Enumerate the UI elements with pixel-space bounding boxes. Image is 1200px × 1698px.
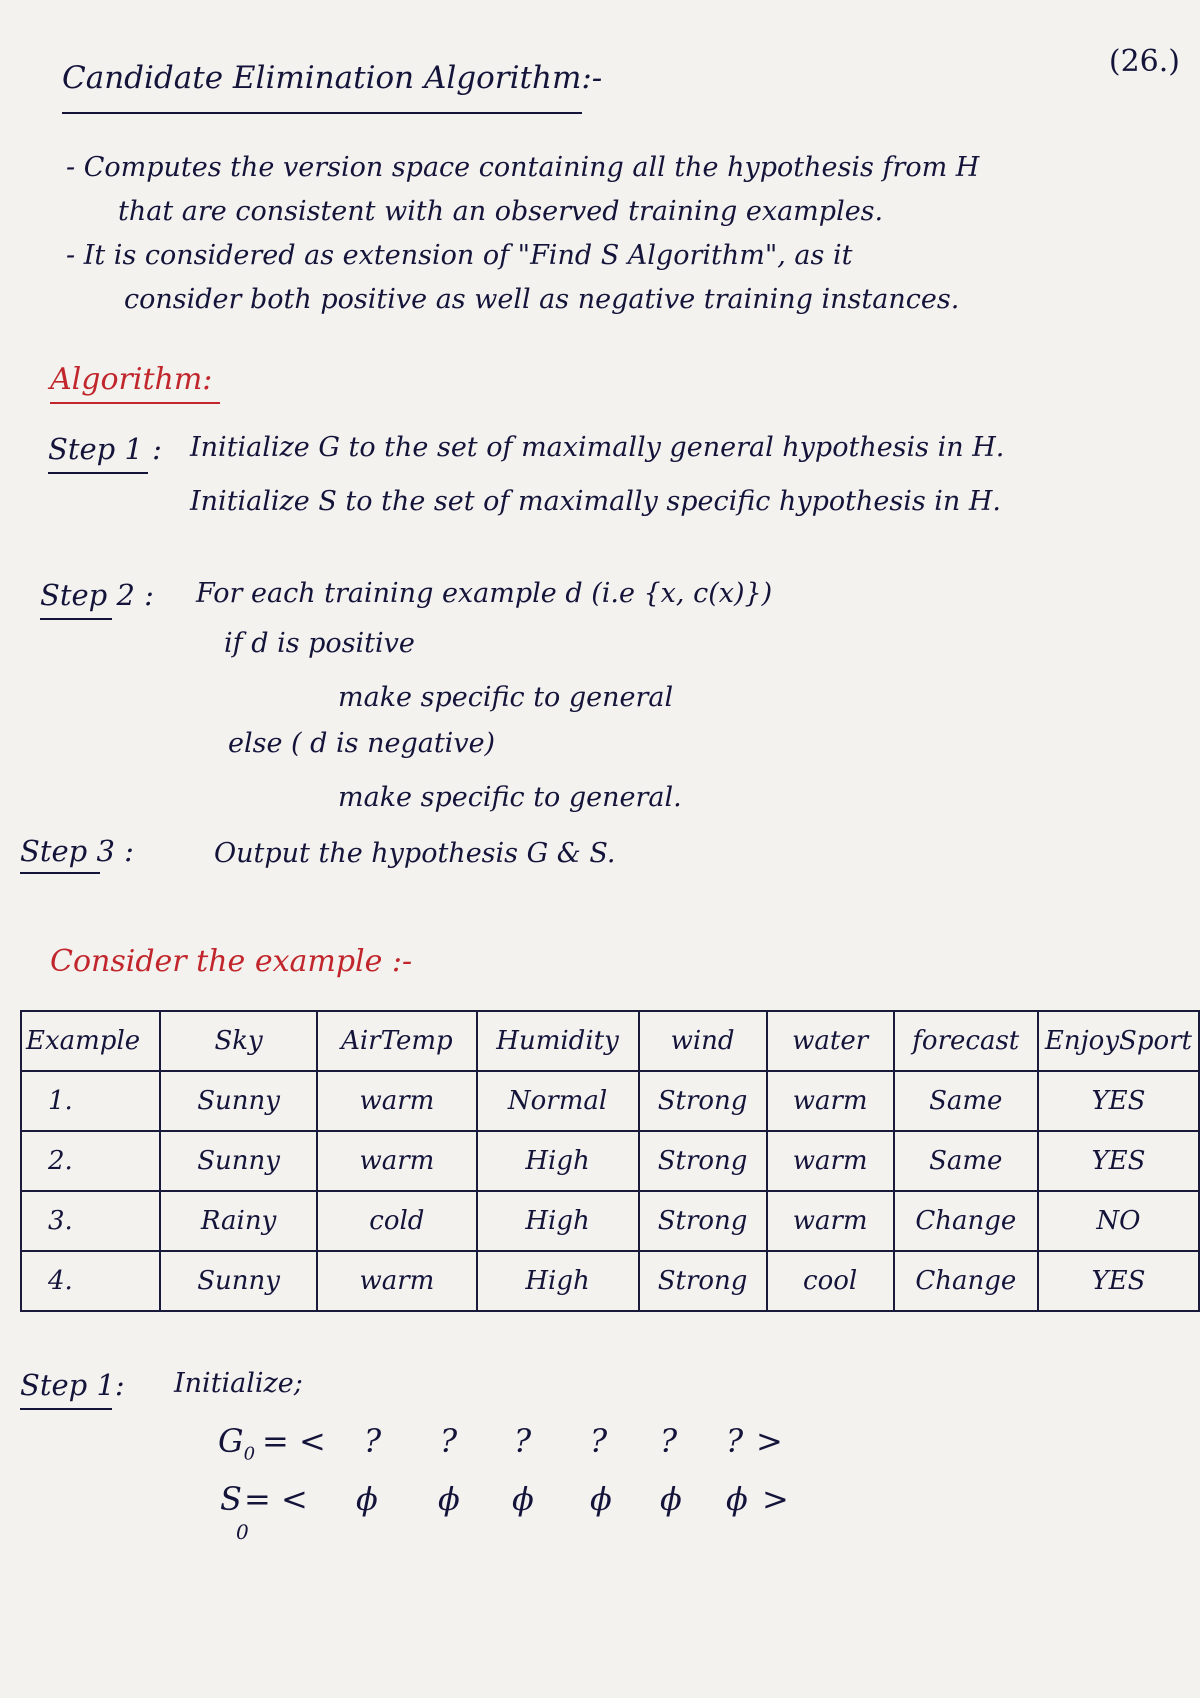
g0-value: ? (364, 1422, 382, 1460)
table-row (21, 1251, 1199, 1311)
step1-underline (48, 472, 148, 474)
cell-humidity: High (477, 1191, 639, 1251)
s0-value: ϕ (590, 1480, 612, 1518)
step2-underline (40, 618, 112, 620)
g0-value: ? (440, 1422, 458, 1460)
g0-label (218, 1422, 255, 1464)
s0-value: ϕ (726, 1480, 748, 1518)
g0-subscript: 0 (243, 1443, 256, 1465)
training-examples-table (20, 1010, 1200, 1312)
cell-enjoysport: NO (1038, 1191, 1199, 1251)
column-header-wind: wind (639, 1011, 767, 1071)
table-row (21, 1191, 1199, 1251)
cell-airtemp: cold (317, 1191, 476, 1251)
step2-line-3: make specific to general (338, 682, 674, 713)
cell-airtemp: warm (317, 1071, 476, 1131)
algorithm-heading: Algorithm: (50, 362, 213, 397)
page-number: (26.) (1108, 44, 1180, 79)
step2-line-5: make specific to general. (338, 782, 682, 813)
cell-humidity: Normal (477, 1071, 639, 1131)
column-header-sky: Sky (160, 1011, 317, 1071)
column-header-enjoysport: EnjoySport (1038, 1011, 1199, 1071)
cell-humidity: High (477, 1251, 639, 1311)
cell-water: cool (767, 1251, 894, 1311)
s0-value: ϕ (438, 1480, 460, 1518)
step1-line-1: Initialize G to the set of maximally general hypothesis in H. (190, 432, 1005, 463)
cell-water: warm (767, 1071, 894, 1131)
cell-wind: Strong (639, 1191, 767, 1251)
column-header-forecast: forecast (894, 1011, 1038, 1071)
title-underline (62, 112, 582, 114)
s0-value: ϕ (512, 1480, 534, 1518)
cell-forecast: Same (894, 1071, 1038, 1131)
step3-label: Step 3 : (20, 834, 134, 868)
cell-humidity: High (477, 1131, 639, 1191)
s0-subscript: 0 (236, 1520, 249, 1544)
cell-sky: Sunny (160, 1131, 317, 1191)
example-heading: Consider the example :- (50, 944, 413, 979)
step3-line-1: Output the hypothesis G & S. (214, 838, 616, 869)
s0-label: S (220, 1480, 242, 1518)
cell-sky: Sunny (160, 1071, 317, 1131)
init-text: Initialize; (174, 1368, 303, 1399)
cell-enjoysport: YES (1038, 1071, 1199, 1131)
cell-wind: Strong (639, 1131, 767, 1191)
g0-value: ? (660, 1422, 678, 1460)
cell-forecast: Same (894, 1131, 1038, 1191)
column-header-water: water (767, 1011, 894, 1071)
init-step-underline (20, 1408, 112, 1410)
table-row (21, 1071, 1199, 1131)
step2-line-1: For each training example d (i.e {x, c(x)}) (196, 578, 773, 609)
cell-airtemp: warm (317, 1131, 476, 1191)
cell-example: 2. (21, 1131, 160, 1191)
cell-water: warm (767, 1191, 894, 1251)
cell-example: 4. (21, 1251, 160, 1311)
cell-wind: Strong (639, 1251, 767, 1311)
s0-value: ϕ (660, 1480, 682, 1518)
cell-airtemp: warm (317, 1251, 476, 1311)
column-header-example: Example (21, 1011, 160, 1071)
step2-line-2: if d is positive (224, 628, 415, 659)
page-title: Candidate Elimination Algorithm:- (62, 60, 603, 96)
step1-line-2: Initialize S to the set of maximally specific hypothesis in H. (190, 486, 1002, 517)
column-header-humidity: Humidity (477, 1011, 639, 1071)
cell-water: warm (767, 1131, 894, 1191)
step2-line-4: else ( d is negative) (228, 728, 496, 759)
g0-close: > (756, 1422, 783, 1460)
step2-label: Step 2 : (40, 578, 154, 612)
s0-value: ϕ (356, 1480, 378, 1518)
intro-bullet-2-line-1: - It is considered as extension of "Find S Algorithm", as it (66, 240, 853, 271)
s0-open: = < (244, 1480, 308, 1518)
cell-example: 3. (21, 1191, 160, 1251)
s0-row (0, 1480, 1200, 1550)
cell-example: 1. (21, 1071, 160, 1131)
g0-value: ? (514, 1422, 532, 1460)
g0-row (0, 1422, 1200, 1472)
intro-bullet-2-line-2: consider both positive as well as negative training instances. (124, 284, 960, 315)
cell-enjoysport: YES (1038, 1251, 1199, 1311)
step1-label: Step 1 : (48, 432, 162, 466)
g0-open: = < (262, 1422, 326, 1460)
g0-value: ? (590, 1422, 608, 1460)
init-step-label: Step 1: (20, 1368, 125, 1402)
g0-value: ? (726, 1422, 744, 1460)
table-row (21, 1131, 1199, 1191)
column-header-airtemp: AirTemp (317, 1011, 476, 1071)
cell-enjoysport: YES (1038, 1131, 1199, 1191)
cell-forecast: Change (894, 1251, 1038, 1311)
s0-close: > (762, 1480, 789, 1518)
cell-wind: Strong (639, 1071, 767, 1131)
intro-bullet-1-line-1: - Computes the version space containing all the hypothesis from H (66, 152, 980, 183)
cell-sky: Rainy (160, 1191, 317, 1251)
g0-letter: G (218, 1422, 244, 1460)
intro-bullet-1-line-2: that are consistent with an observed training examples. (118, 196, 884, 227)
cell-forecast: Change (894, 1191, 1038, 1251)
step3-underline (20, 872, 100, 874)
cell-sky: Sunny (160, 1251, 317, 1311)
algorithm-heading-underline (50, 402, 220, 404)
table-header-row (21, 1011, 1199, 1071)
